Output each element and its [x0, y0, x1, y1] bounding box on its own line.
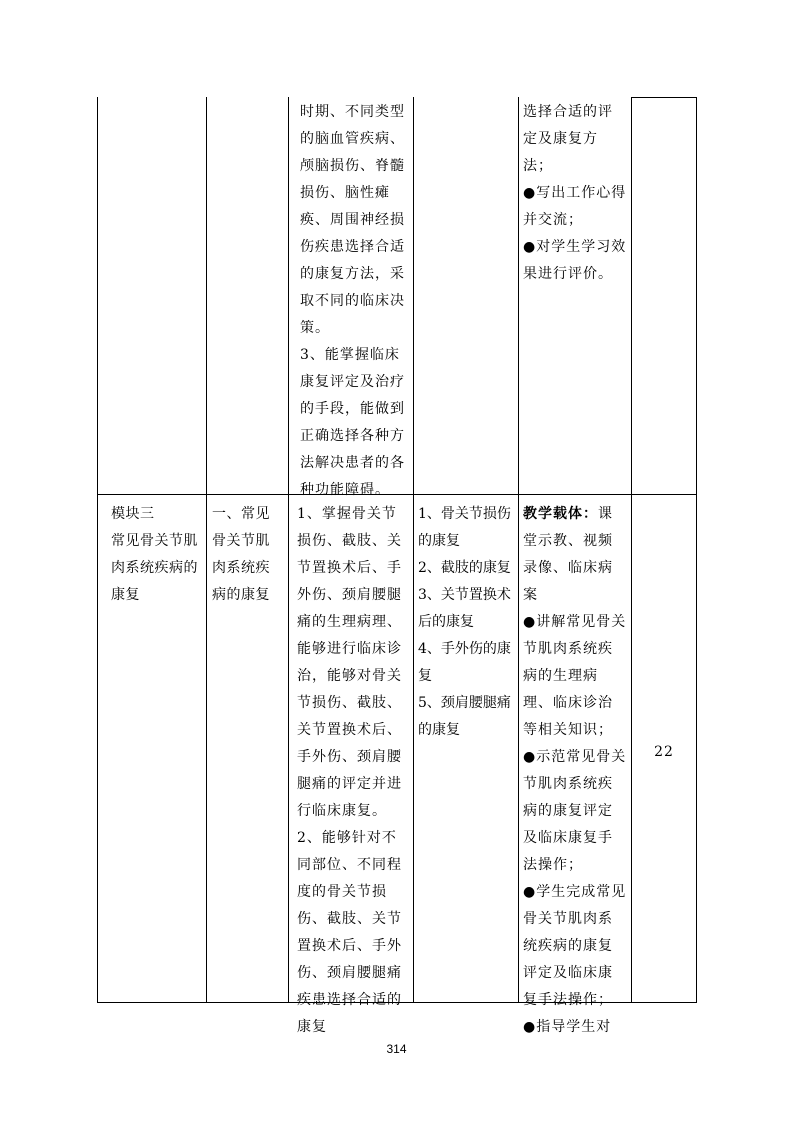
row1-method-item: ●对学生学习效果进行评价。: [523, 239, 627, 282]
row2-method-item: ●学生完成常见骨关节肌肉系统疾病的康复评定及临床康复手法操作；: [523, 884, 627, 1008]
hours-value: 22: [654, 744, 674, 760]
row1-methods-cell: [523, 99, 627, 288]
content-item: 4、手外伤的康复: [418, 641, 511, 684]
module-title: 常见骨关节肌肉系统疾病的康复: [111, 533, 198, 603]
row2-method-item: ●示范常见骨关节肌肉系统疾病的康复评定及临床康复手法操作；: [523, 749, 627, 873]
content-item: 3、关节置换术后的康复: [418, 587, 511, 630]
contents-cell: [418, 501, 518, 744]
row2-objective-para: 2、能够针对不同部位、不同程度的骨关节损伤、截肢、关节置换术后、手外伤、颈肩腰腿痛疾患选择合适的康复: [297, 830, 402, 1035]
content-item: 2、截肢的康复: [418, 560, 511, 576]
row2-method-item: ●指导学生对: [523, 1019, 612, 1035]
module-cell: [111, 501, 203, 609]
content-item: 1、骨关节损伤的康复: [418, 506, 511, 549]
row2-objectives-cell: [297, 501, 410, 1041]
row2-objective-para: 1、掌握骨关节损伤、截肢、关节置换术后、手外伤、颈肩腰腿痛的生理病理、能够进行临床诊治，能够对骨关节损伤、截肢、关节置换术后、手外伤、颈肩腰腿痛的评定并进行临床康复。: [297, 506, 402, 819]
row1-method-item: 选择合适的评定及康复方法；: [523, 104, 613, 174]
module-number: 模块三: [111, 506, 155, 522]
hours-cell: [632, 739, 696, 766]
unit-title: 一、常见骨关节肌肉系统疾病的康复: [212, 506, 270, 603]
row1-method-item: ●写出工作心得并交流；: [523, 185, 627, 228]
curriculum-table: [97, 97, 697, 1035]
page-number: 314: [386, 1042, 407, 1056]
teaching-carrier-text: 课堂示教、视频录像、临床病案: [523, 506, 613, 603]
content-item: 5、颈肩腰腿痛的康复: [418, 695, 511, 738]
teaching-carrier-label: 教学载体：: [523, 506, 598, 522]
row1-objectives-cell: [300, 99, 410, 504]
teaching-carrier: [523, 501, 627, 609]
row2-method-item: ●讲解常见骨关节肌肉系统疾病的生理病理、临床诊治等相关知识；: [523, 614, 627, 738]
unit-cell: [212, 501, 284, 609]
row2-methods-cell: [523, 501, 627, 1041]
row1-objective-para: 3、能掌握临床康复评定及治疗的手段，能做到正确选择各种方法解决患者的各种功能障碍。: [300, 347, 405, 498]
row1-objective-para: 时期、不同类型的脑血管疾病、颅脑损伤、脊髓损伤、脑性瘫痪、周围神经损伤疾患选择合适的康复方法，采取不同的临床决策。: [300, 104, 405, 336]
